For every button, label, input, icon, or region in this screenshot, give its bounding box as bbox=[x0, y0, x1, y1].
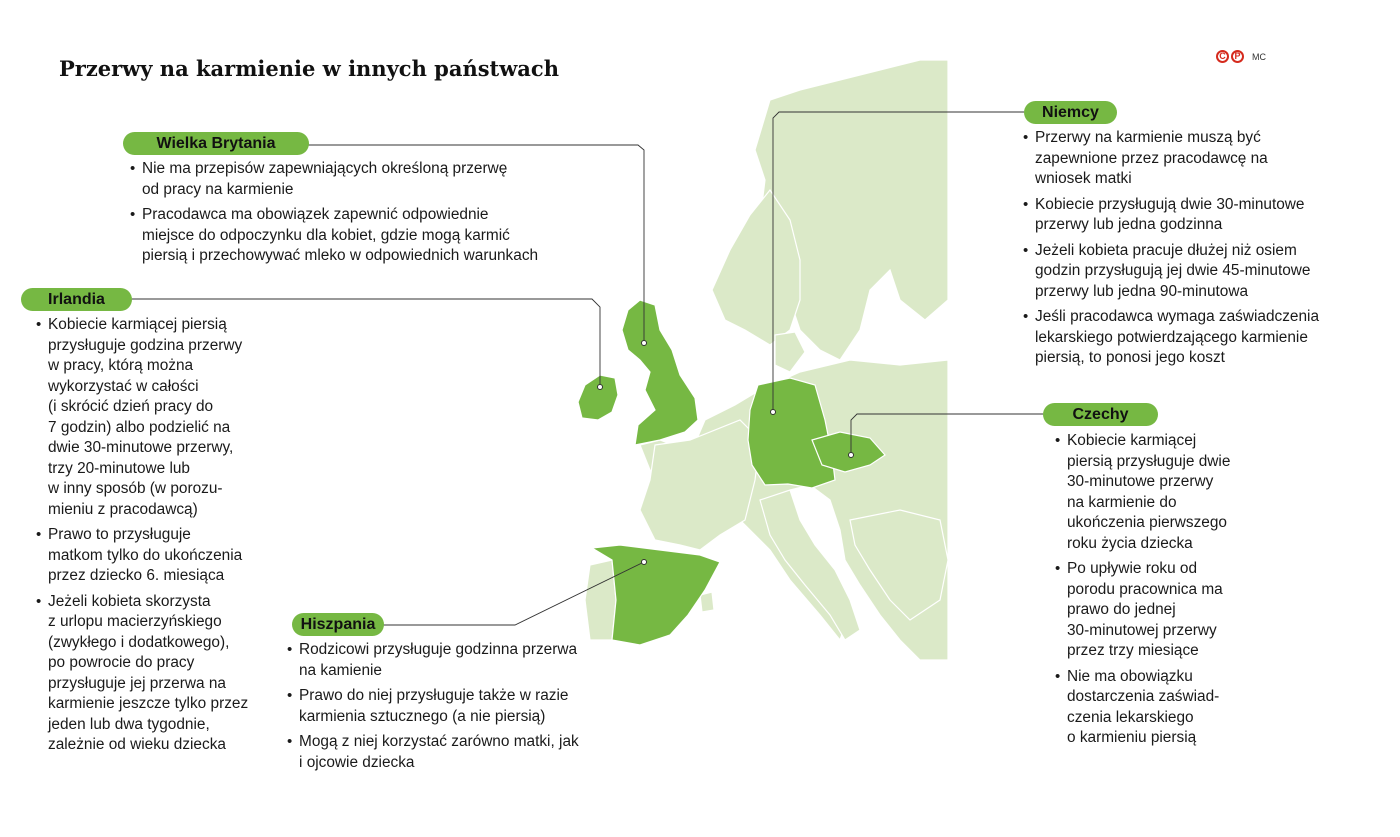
map-fade bbox=[948, 55, 954, 665]
label-uk: Wielka Brytania bbox=[123, 132, 309, 155]
logo-p-icon: P bbox=[1231, 50, 1244, 63]
info-uk bbox=[129, 159, 629, 272]
map-uk bbox=[622, 300, 698, 445]
ireland-bullet: • Prawo to przysługuje matkom tylko do ukończenia przez dziecko 6. miesiąca bbox=[35, 525, 295, 587]
info-germany bbox=[1022, 128, 1382, 374]
dot-ireland bbox=[598, 385, 603, 390]
ireland-bullet: • Kobiecie karmiącej piersią przysługuje godzina przerwy w pracy, którą można wykorzystać w całości (i skrócić dzień pracy do 7 godzin) albo podzielić na dwie 30-minutowe przerwy, trzy 20-minutowe lub w inny sposób (w porozu- mieniu z pracodawcą) bbox=[35, 315, 295, 520]
uk-bullet: • Nie ma przepisów zapewniających określoną przerwę od pracy na karmienie bbox=[129, 159, 629, 200]
author-initials: MC bbox=[1252, 51, 1266, 62]
page-title: Przerwy na karmienie w innych państwach bbox=[59, 56, 559, 81]
info-czech bbox=[1054, 431, 1294, 754]
dot-uk bbox=[642, 341, 647, 346]
label-czech: Czechy bbox=[1043, 403, 1158, 426]
spain-bullet: • Prawo do niej przysługuje także w razie karmienia sztucznego (a nie piersią) bbox=[286, 686, 636, 727]
map-ireland bbox=[578, 375, 618, 420]
portugal-land bbox=[585, 560, 616, 640]
spain-bullet: • Mogą z niej korzystać zarówno matki, jak i ojcowie dziecka bbox=[286, 732, 636, 773]
czech-bullet: • Nie ma obowiązku dostarczenia zaświad- czenia lekarskiego o karmieniu piersią bbox=[1054, 667, 1294, 749]
dot-czech bbox=[849, 453, 854, 458]
dot-germany bbox=[771, 410, 776, 415]
czech-bullet: • Kobiecie karmiącej piersią przysługuje dwie 30-minutowe przerwy na karmienie do ukończenia pierwszego roku życia dziecka bbox=[1054, 431, 1294, 554]
uk-bullet: • Pracodawca ma obowiązek zapewnić odpowiednie miejsce do odpoczynku dla kobiet, gdzie mogą karmić piersią i przechowywać mleko w odpowiednich warunkach bbox=[129, 205, 629, 267]
germany-bullet: • Przerwy na karmienie muszą być zapewnione przez pracodawcę na wniosek matki bbox=[1022, 128, 1382, 190]
denmark-land bbox=[775, 332, 805, 372]
germany-bullet: • Jeżeli kobieta pracuje dłużej niż osiem godzin przysługują jej dwie 45-minutowe przerwy lub jedna 90-minutowa bbox=[1022, 241, 1382, 303]
logo-c-icon: C bbox=[1216, 50, 1229, 63]
czech-bullet: • Po upływie roku od porodu pracownica ma prawo do jednej 30-minutowej przerwy przez trzy miesiące bbox=[1054, 559, 1294, 662]
label-spain: Hiszpania bbox=[292, 613, 384, 636]
germany-bullet: • Kobiecie przysługują dwie 30-minutowe przerwy lub jedna godzinna bbox=[1022, 195, 1382, 236]
info-spain bbox=[286, 640, 636, 778]
label-germany: Niemcy bbox=[1024, 101, 1117, 124]
info-ireland bbox=[35, 315, 295, 761]
dot-spain bbox=[642, 560, 647, 565]
germany-bullet: • Jeśli pracodawca wymaga zaświadczenia lekarskiego potwierdzającego karmienie piersią, to ponosi jego koszt bbox=[1022, 307, 1382, 369]
spain-bullet: • Rodzicowi przysługuje godzinna przerwa na kamienie bbox=[286, 640, 636, 681]
ireland-bullet: • Jeżeli kobieta skorzysta z urlopu macierzyńskiego (zwykłego i dodatkowego), po powrocie do pracy przysługuje jej przerwa na karmienie jeszcze tylko przez jeden lub dwa tygodnie, zależnie od wieku dziecka bbox=[35, 592, 295, 756]
label-ireland: Irlandia bbox=[21, 288, 132, 311]
